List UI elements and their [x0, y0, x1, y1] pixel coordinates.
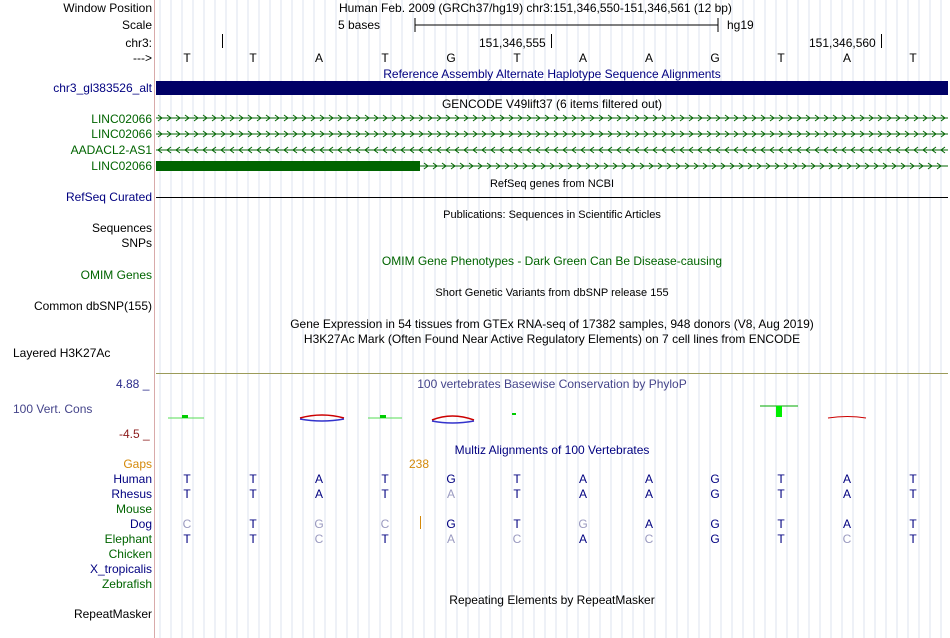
species-base: G — [314, 517, 324, 531]
species-label[interactable]: Chicken — [108, 547, 152, 561]
refseq-track-title[interactable]: RefSeq genes from NCBI — [489, 178, 615, 190]
species-base: T — [909, 472, 917, 486]
h3k27ac-track-title[interactable]: H3K27Ac Mark (Often Found Near Active Regulatory Elements) on 7 cell lines from ENCODE — [303, 332, 801, 346]
species-label[interactable]: Human — [113, 472, 152, 486]
h3k27ac-label[interactable]: Layered H3K27Ac — [13, 346, 111, 360]
species-base: A — [644, 472, 653, 486]
alt-haplotype-label[interactable]: chr3_gl383526_alt — [53, 81, 152, 95]
species-base: T — [381, 472, 389, 486]
gap-count: 238 — [409, 457, 430, 471]
refseq-line — [156, 197, 948, 198]
species-base: C — [380, 517, 390, 531]
species-base: T — [777, 532, 785, 546]
species-base: A — [578, 472, 587, 486]
ruler-tick — [222, 34, 223, 48]
species-base: T — [249, 487, 257, 501]
dbsnp-track-title[interactable]: Short Genetic Variants from dbSNP release 155 — [435, 287, 669, 299]
species-base: T — [777, 517, 785, 531]
gencode-track-title[interactable]: GENCODE V49lift37 (6 items filtered out) — [441, 97, 663, 111]
reference-base: T — [381, 51, 389, 65]
species-label[interactable]: Rhesus — [111, 487, 152, 501]
reference-base: T — [513, 51, 521, 65]
species-base: T — [777, 472, 785, 486]
dbsnp-label[interactable]: Common dbSNP(155) — [33, 299, 152, 313]
strand-label: ---> — [133, 51, 152, 65]
ruler-tick — [881, 34, 882, 48]
species-base: T — [909, 532, 917, 546]
omim-track-title[interactable]: OMIM Gene Phenotypes - Dark Green Can Be Disease-causing — [381, 254, 723, 268]
species-base: C — [644, 532, 654, 546]
species-base: A — [578, 532, 587, 546]
reference-base: A — [578, 51, 587, 65]
ruler-tick1-label: 151,346,555 — [479, 36, 546, 50]
reference-base: A — [314, 51, 323, 65]
species-label[interactable]: X_tropicalis — [89, 562, 152, 576]
species-base: T — [777, 487, 785, 501]
reference-base: T — [909, 51, 917, 65]
reference-base: T — [777, 51, 785, 65]
gtex-track-title[interactable]: Gene Expression in 54 tissues from GTEx RNA-seq of 17382 samples, 948 donors (V8, Aug 2019) — [290, 317, 814, 331]
conservation-max-label: 4.88 _ — [116, 377, 150, 391]
species-base: A — [314, 487, 323, 501]
refseq-label[interactable]: RefSeq Curated — [65, 190, 152, 204]
scale-label: Scale — [121, 18, 152, 32]
species-base: A — [446, 532, 455, 546]
window-position-text[interactable]: Human Feb. 2009 (GRCh37/hg19) chr3:151,346,550-151,346,561 (12 bp) — [339, 1, 732, 15]
species-base: C — [182, 517, 192, 531]
species-base: T — [513, 487, 521, 501]
species-base: T — [381, 532, 389, 546]
species-base: G — [710, 487, 720, 501]
window-position-label: Window Position — [63, 1, 152, 15]
conservation-label[interactable]: 100 Vert. Cons — [13, 402, 93, 416]
species-base: G — [710, 532, 720, 546]
species-base: T — [381, 487, 389, 501]
alt-haplotype-track-title[interactable]: Reference Assembly Alternate Haplotype Sequence Alignments — [383, 67, 721, 81]
species-base: A — [578, 487, 587, 501]
chrom-label: chr3: — [125, 36, 152, 50]
reference-base: G — [710, 51, 720, 65]
reference-base: G — [446, 51, 456, 65]
species-base: T — [909, 517, 917, 531]
ruler-tick — [551, 34, 552, 48]
species-base: T — [249, 532, 257, 546]
species-base: T — [909, 487, 917, 501]
gencode-exon — [156, 161, 420, 171]
publications-label[interactable]: Sequences — [91, 221, 152, 235]
species-label[interactable]: Zebrafish — [101, 577, 152, 591]
gencode-item-label[interactable]: AADACL2-AS1 — [70, 143, 152, 157]
conservation-min-label: -4.5 _ — [119, 427, 150, 441]
gencode-item-label[interactable]: LINC02066 — [91, 112, 152, 126]
omim-label[interactable]: OMIM Genes — [80, 268, 152, 282]
multiz-track-title[interactable]: Multiz Alignments of 100 Vertebrates — [454, 443, 650, 457]
scale-text: 5 bases — [338, 18, 381, 32]
conservation-track-title[interactable]: 100 vertebrates Basewise Conservation by PhyloP — [417, 377, 687, 391]
species-base: G — [446, 472, 456, 486]
ruler-tick2-label: 151,346,560 — [809, 36, 876, 50]
species-base: G — [710, 517, 720, 531]
reference-base: T — [249, 51, 257, 65]
label-column-divider — [154, 0, 155, 638]
scale-bar — [414, 17, 720, 33]
gencode-item-label[interactable]: LINC02066 — [91, 159, 152, 173]
species-base: A — [314, 472, 323, 486]
species-base: A — [842, 487, 851, 501]
gaps-label: Gaps — [123, 457, 152, 471]
species-base: C — [842, 532, 852, 546]
gap-marker — [420, 516, 421, 529]
species-base: T — [249, 472, 257, 486]
species-label[interactable]: Elephant — [104, 532, 152, 546]
species-base: G — [446, 517, 456, 531]
species-base: T — [183, 532, 191, 546]
species-base: A — [842, 517, 851, 531]
species-base: A — [644, 487, 653, 501]
species-base: A — [842, 472, 851, 486]
gencode-item-label[interactable]: LINC02066 — [91, 127, 152, 141]
snps-label[interactable]: SNPs — [121, 236, 152, 250]
repeatmasker-label[interactable]: RepeatMasker — [73, 607, 152, 621]
species-base: A — [644, 517, 653, 531]
species-base: T — [183, 472, 191, 486]
species-base: T — [183, 487, 191, 501]
publications-track-title[interactable]: Publications: Sequences in Scientific Articles — [443, 209, 661, 221]
reference-base: A — [644, 51, 653, 65]
reference-base: A — [842, 51, 851, 65]
gencode-gene-glyphs[interactable] — [156, 110, 950, 174]
species-label[interactable]: Mouse — [115, 502, 152, 516]
species-label[interactable]: Dog — [129, 517, 152, 531]
species-base: T — [513, 517, 521, 531]
species-base: A — [446, 487, 455, 501]
assembly-label: hg19 — [727, 18, 754, 32]
h3k27ac-baseline — [156, 373, 948, 374]
alt-haplotype-bar[interactable] — [156, 81, 948, 95]
species-base: C — [314, 532, 324, 546]
reference-base: T — [183, 51, 191, 65]
species-base: T — [249, 517, 257, 531]
species-base: G — [578, 517, 588, 531]
repeatmasker-track-title[interactable]: Repeating Elements by RepeatMasker — [449, 593, 655, 607]
species-base: T — [513, 472, 521, 486]
species-base: G — [710, 472, 720, 486]
conservation-graph[interactable] — [156, 398, 950, 428]
species-base: C — [512, 532, 522, 546]
